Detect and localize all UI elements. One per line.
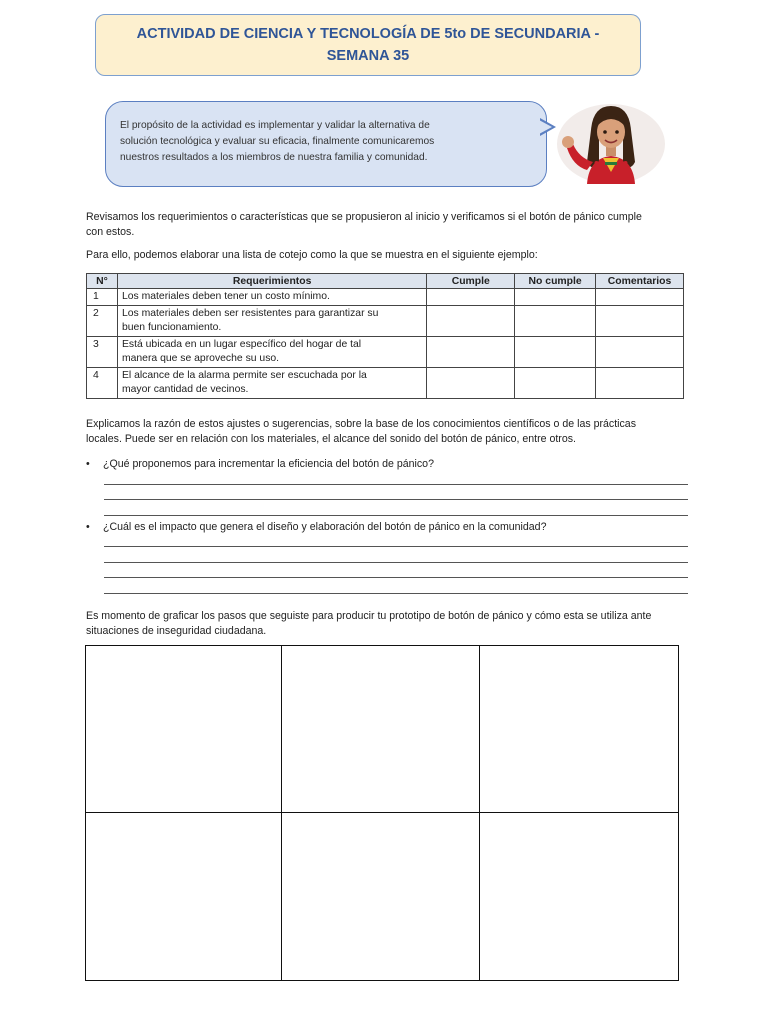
row-number: 2 [87,306,118,337]
not-complies-cell[interactable] [515,289,596,306]
intro-paragraph-1 [86,210,706,240]
drawing-cell[interactable] [86,813,282,980]
requirement-line: Los materiales deben tener un costo mínimo. [121,291,330,302]
purpose-line-2: solución tecnológica y evaluar su eficacia, finalmente comunicaremos [120,136,435,147]
bullet-icon: • [86,521,90,533]
requirement-cell [117,368,426,399]
requirement-cell [117,337,426,368]
drawing-grid [85,645,679,981]
requirement-cell [117,289,426,306]
title-line-1: ACTIVIDAD DE CIENCIA Y TECNOLOGÍA DE 5to DE SECUNDARIA - [136,26,600,42]
drawing-cell[interactable] [282,813,480,980]
row-number: 3 [87,337,118,368]
answer-line[interactable] [104,546,688,547]
question-text: ¿Qué proponemos para incrementar la eficiencia del botón de pánico? [103,458,434,470]
header-not-complies: No cumple [515,274,596,289]
bullet-icon: • [86,458,90,470]
not-complies-cell[interactable] [515,337,596,368]
drawing-cell[interactable] [86,646,282,813]
intro-line-2: con estos. [86,226,135,238]
answer-line[interactable] [104,577,688,578]
answer-line[interactable] [104,593,688,594]
explain-paragraph [86,417,706,447]
complies-cell[interactable] [427,306,515,337]
graphic-line-2: situaciones de inseguridad ciudadana. [86,625,267,637]
complies-cell[interactable] [427,368,515,399]
purpose-line-3: nuestros resultados a los miembros de nuestra familia y comunidad. [120,152,428,163]
not-complies-cell[interactable] [515,306,596,337]
header-requirements: Requerimientos [117,274,426,289]
table-row [87,368,684,399]
header-comments: Comentarios [596,274,684,289]
comments-cell[interactable] [596,368,684,399]
header-complies: Cumple [427,274,515,289]
requirement-cell [117,306,426,337]
drawing-cell[interactable] [480,813,678,980]
table-row [87,306,684,337]
question-text: ¿Cuál es el impacto que genera el diseño y elaboración del botón de pánico en la comunidad? [103,521,547,533]
student-illustration [553,100,665,184]
bubble-tail-inner [539,120,552,134]
complies-cell[interactable] [427,337,515,368]
header-number: N° [87,274,118,289]
requirement-line: manera que se aproveche su uso. [121,353,280,364]
explain-line-2: locales. Puede ser en relación con los materiales, el alcance del sonido del botón de pánico, entre otros. [86,433,576,445]
table-row [87,337,684,368]
requirement-line: Los materiales deben ser resistentes para garantizar su [121,308,379,319]
graphic-line-1: Es momento de graficar los pasos que seguiste para producir tu prototipo de botón de pánico y cómo esta se utiliza ante [86,610,652,622]
intro-line-1: Revisamos los requerimientos o características que se propusieron al inicio y verificamos si el botón de pánico cumple [86,211,642,223]
drawing-cell[interactable] [480,646,678,813]
requirement-line: buen funcionamiento. [121,322,222,333]
purpose-line-1: El propósito de la actividad es implementar y validar la alternativa de [120,120,430,131]
explain-line-1: Explicamos la razón de estos ajustes o sugerencias, sobre la base de los conocimientos científicos o de las prácticas [86,418,636,430]
comments-cell[interactable] [596,337,684,368]
requirement-line: mayor cantidad de vecinos. [121,384,249,395]
answer-line[interactable] [104,562,688,563]
comments-cell[interactable] [596,306,684,337]
requirement-line: El alcance de la alarma permite ser escuchada por la [121,370,367,381]
complies-cell[interactable] [427,289,515,306]
title-line-2: SEMANA 35 [326,48,410,64]
graphic-instructions [86,609,706,639]
comments-cell[interactable] [596,289,684,306]
answer-line[interactable] [104,484,688,485]
purpose-speech-bubble [105,101,547,187]
row-number: 1 [87,289,118,306]
not-complies-cell[interactable] [515,368,596,399]
answer-line[interactable] [104,499,688,500]
intro-paragraph-2: Para ello, podemos elaborar una lista de cotejo como la que se muestra en el siguiente ejemplo: [86,249,538,261]
answer-line[interactable] [104,515,688,516]
table-row [87,289,684,306]
row-number: 4 [87,368,118,399]
drawing-cell[interactable] [282,646,480,813]
title-box [95,14,641,76]
requirement-line: Está ubicada en un lugar específico del hogar de tal [121,339,362,350]
table-header-row [87,274,684,289]
checklist-table [86,273,684,399]
